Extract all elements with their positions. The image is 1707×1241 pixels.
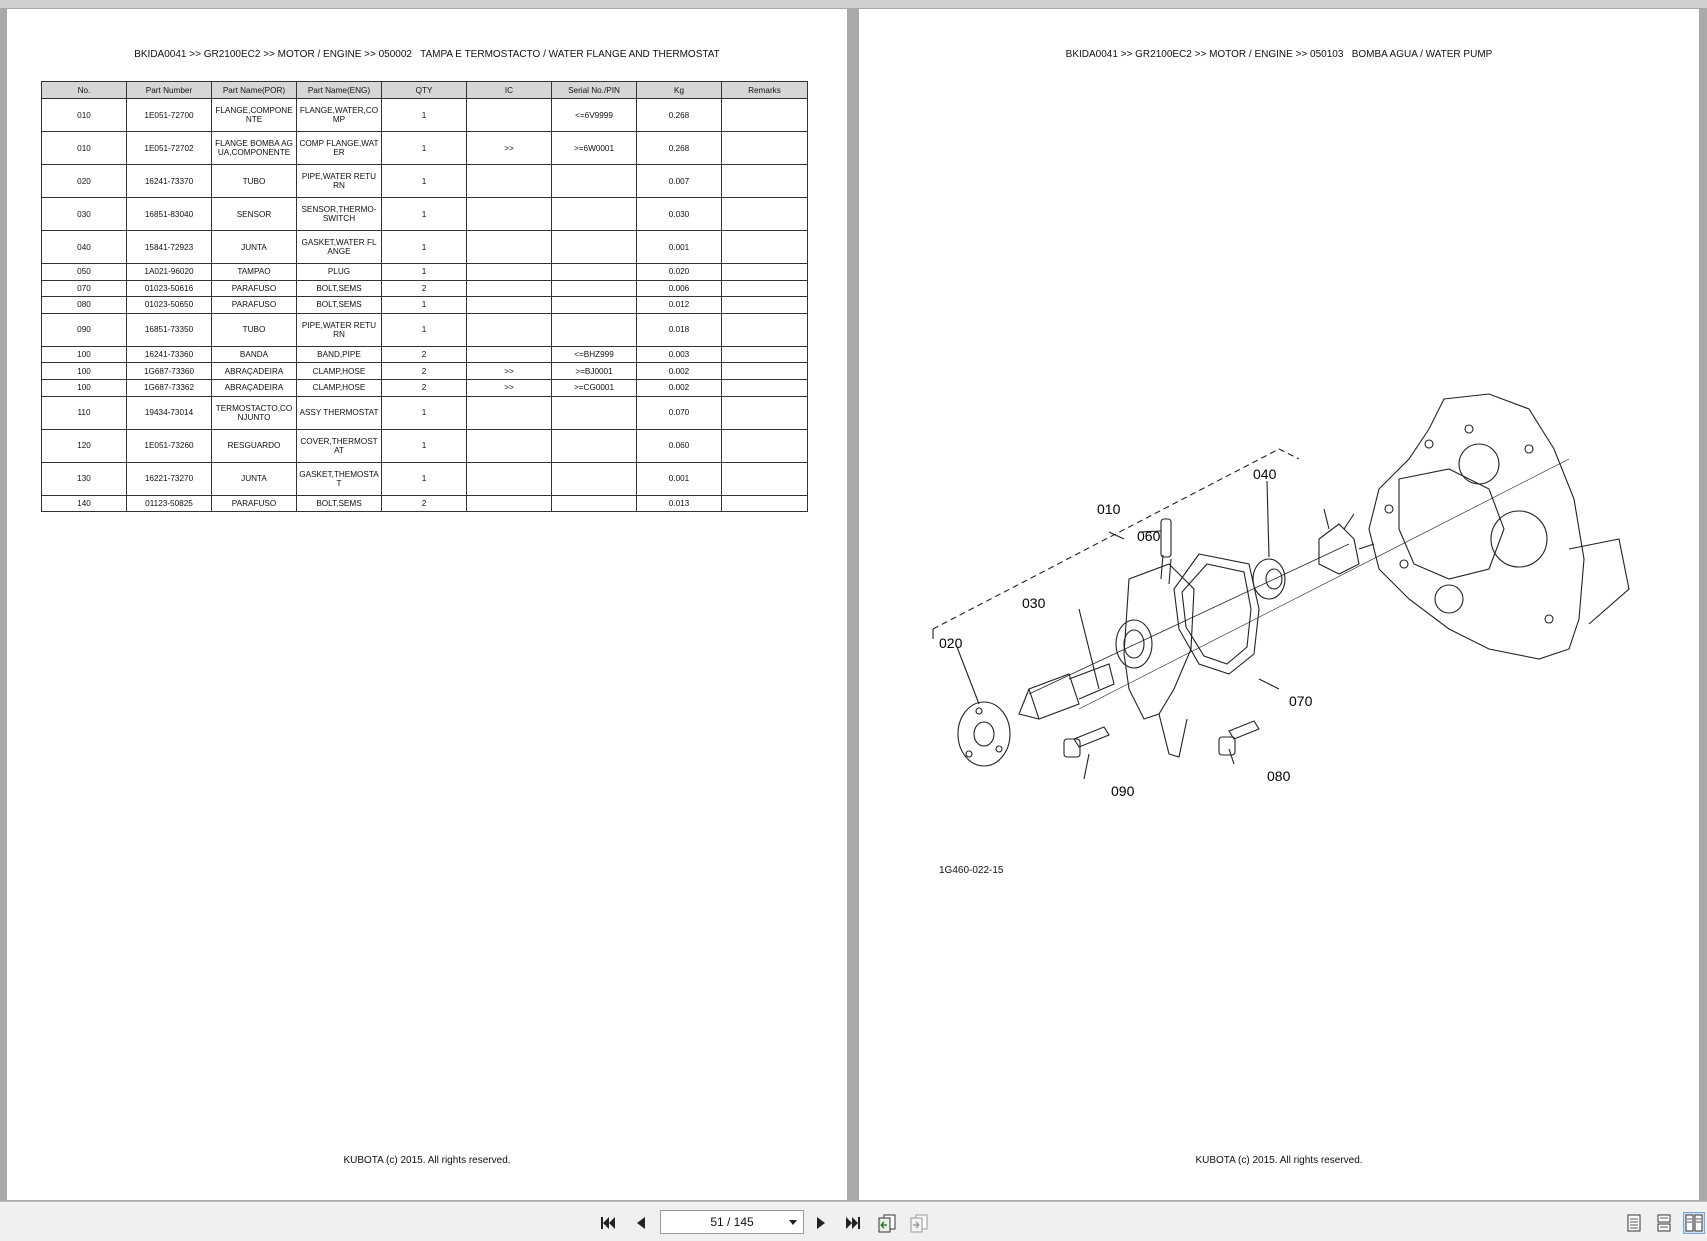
continuous-view-button[interactable] [1653, 1212, 1675, 1234]
page-footer: KUBOTA (c) 2015. All rights reserved. [343, 1155, 511, 1166]
cell-name-por: TUBO [212, 165, 297, 198]
last-page-button[interactable] [842, 1212, 864, 1234]
cell-remarks [722, 396, 808, 429]
cell-part-number: 1E051-73260 [127, 429, 212, 462]
cell-name-por: BANDA [212, 346, 297, 363]
column-header: Part Number [127, 82, 212, 99]
table-row [42, 313, 808, 346]
cell-name-por: SENSOR [212, 198, 297, 231]
cell-name-eng: PLUG [297, 264, 382, 281]
cell-name-por: FLANGE,COMPONENTE [212, 99, 297, 132]
cell-no: 050 [42, 264, 127, 281]
cell-qty: 1 [382, 198, 467, 231]
callout-020: 020 [939, 635, 963, 651]
cell-part-number: 16241-73370 [127, 165, 212, 198]
cell-no: 010 [42, 99, 127, 132]
cell-remarks [722, 297, 808, 314]
cell-qty: 1 [382, 165, 467, 198]
cell-name-eng: COVER,THERMOSTAT [297, 429, 382, 462]
cell-no: 140 [42, 495, 127, 512]
table-header-row [42, 82, 808, 99]
cell-serial: <=6V9999 [552, 99, 637, 132]
cell-part-number: 1E051-72702 [127, 132, 212, 165]
cell-serial [552, 297, 637, 314]
cell-name-por: ABRAÇADEIRA [212, 379, 297, 396]
column-header: QTY [382, 82, 467, 99]
column-header: No. [42, 82, 127, 99]
cell-serial: >=CG0001 [552, 379, 637, 396]
cell-no: 110 [42, 396, 127, 429]
cell-part-number: 1A021-96020 [127, 264, 212, 281]
callout-070: 070 [1289, 693, 1313, 709]
window-top-strip [0, 0, 1707, 8]
cell-no: 100 [42, 379, 127, 396]
cell-ic [467, 198, 552, 231]
cell-no: 130 [42, 462, 127, 495]
cell-ic [467, 99, 552, 132]
table-row [42, 264, 808, 281]
cell-name-por: JUNTA [212, 462, 297, 495]
table-row [42, 231, 808, 264]
table-row [42, 280, 808, 297]
cell-qty: 2 [382, 280, 467, 297]
cell-kg: 0.268 [637, 99, 722, 132]
cell-serial [552, 429, 637, 462]
forward-view-button[interactable] [908, 1212, 930, 1234]
prev-page-icon [632, 1214, 650, 1232]
cell-name-por: JUNTA [212, 231, 297, 264]
cell-ic: >> [467, 132, 552, 165]
cell-name-por: TERMOSTACTO,CONJUNTO [212, 396, 297, 429]
cell-ic [467, 346, 552, 363]
cell-part-number: 01123-50825 [127, 495, 212, 512]
cell-ic: >> [467, 379, 552, 396]
cell-serial: >=6W0001 [552, 132, 637, 165]
cell-name-por: PARAFUSO [212, 495, 297, 512]
cell-ic [467, 429, 552, 462]
cell-part-number: 16221-73270 [127, 462, 212, 495]
callout-090: 090 [1111, 783, 1135, 799]
first-page-icon [599, 1214, 617, 1232]
water-pump-exploded-diagram [929, 389, 1649, 889]
cell-kg: 0.001 [637, 462, 722, 495]
cell-kg: 0.002 [637, 379, 722, 396]
column-header: Part Name(ENG) [297, 82, 382, 99]
cell-ic [467, 297, 552, 314]
cell-part-number: 1G687-73362 [127, 379, 212, 396]
cell-name-eng: PIPE,WATER RETURN [297, 313, 382, 346]
last-page-icon [844, 1214, 862, 1232]
cell-part-number: 19434-73014 [127, 396, 212, 429]
cell-remarks [722, 346, 808, 363]
back-view-button[interactable] [876, 1212, 898, 1234]
cell-kg: 0.001 [637, 231, 722, 264]
callout-040: 040 [1253, 466, 1277, 482]
column-header: Remarks [722, 82, 808, 99]
cell-remarks [722, 495, 808, 512]
cell-kg: 0.018 [637, 313, 722, 346]
cell-serial [552, 313, 637, 346]
callout-080: 080 [1267, 768, 1291, 784]
cell-no: 020 [42, 165, 127, 198]
cell-kg: 0.006 [637, 280, 722, 297]
cell-qty: 1 [382, 132, 467, 165]
cell-name-por: RESGUARDO [212, 429, 297, 462]
chevron-down-icon[interactable] [789, 1220, 797, 1225]
cell-part-number: 01023-50616 [127, 280, 212, 297]
cell-name-eng: CLAMP,HOSE [297, 379, 382, 396]
table-row [42, 462, 808, 495]
callout-060: 060 [1137, 528, 1161, 544]
cell-serial [552, 264, 637, 281]
cell-qty: 2 [382, 346, 467, 363]
cell-no: 100 [42, 363, 127, 380]
parts-table [41, 81, 808, 512]
cell-remarks [722, 462, 808, 495]
cell-serial [552, 231, 637, 264]
cell-name-por: PARAFUSO [212, 297, 297, 314]
cell-serial [552, 396, 637, 429]
cell-ic [467, 313, 552, 346]
cell-remarks [722, 379, 808, 396]
page-header: BKIDA0041 >> GR2100EC2 >> MOTOR / ENGINE >> 050103 BOMBA AGUA / WATER PUMP [1065, 49, 1493, 60]
next-page-icon [812, 1214, 830, 1232]
cell-serial [552, 165, 637, 198]
cell-name-eng: ASSY THERMOSTAT [297, 396, 382, 429]
cell-ic [467, 280, 552, 297]
cell-remarks [722, 280, 808, 297]
cell-qty: 1 [382, 297, 467, 314]
cell-qty: 2 [382, 363, 467, 380]
column-header: IC [467, 82, 552, 99]
single-page-view-button[interactable] [1623, 1212, 1645, 1234]
cell-remarks [722, 165, 808, 198]
page-header: BKIDA0041 >> GR2100EC2 >> MOTOR / ENGINE >> 050002 TAMPA E TERMOSTACTO / WATER FLANGE AND THERMOSTAT [134, 49, 720, 60]
cell-name-eng: FLANGE,WATER,COMP [297, 99, 382, 132]
cell-name-por: PARAFUSO [212, 280, 297, 297]
cell-part-number: 1E051-72700 [127, 99, 212, 132]
document-page-left [7, 9, 847, 1200]
table-row [42, 346, 808, 363]
cell-kg: 0.002 [637, 363, 722, 380]
cell-part-number: 1G687-73360 [127, 363, 212, 380]
cell-qty: 1 [382, 429, 467, 462]
table-row [42, 132, 808, 165]
cell-ic [467, 231, 552, 264]
cell-qty: 2 [382, 495, 467, 512]
prev-page-button[interactable] [630, 1212, 652, 1234]
cell-no: 070 [42, 280, 127, 297]
table-row [42, 396, 808, 429]
cell-part-number: 16851-83040 [127, 198, 212, 231]
cell-no: 100 [42, 346, 127, 363]
cell-part-number: 16851-73350 [127, 313, 212, 346]
cell-kg: 0.030 [637, 198, 722, 231]
cell-kg: 0.268 [637, 132, 722, 165]
cell-remarks [722, 231, 808, 264]
cell-serial [552, 462, 637, 495]
cell-name-eng: BOLT,SEMS [297, 280, 382, 297]
cell-no: 080 [42, 297, 127, 314]
cell-no: 040 [42, 231, 127, 264]
table-row [42, 198, 808, 231]
table-row [42, 429, 808, 462]
table-row [42, 99, 808, 132]
cell-remarks [722, 99, 808, 132]
diagram-code: 1G460-022-15 [939, 865, 1004, 876]
cell-serial: >=BJ0001 [552, 363, 637, 380]
next-page-button[interactable] [810, 1212, 832, 1234]
cell-no: 010 [42, 132, 127, 165]
cell-ic [467, 165, 552, 198]
cell-no: 030 [42, 198, 127, 231]
two-page-view-button[interactable] [1683, 1212, 1705, 1234]
cell-remarks [722, 363, 808, 380]
column-header: Serial No./PIN [552, 82, 637, 99]
cell-remarks [722, 264, 808, 281]
page-indicator: 51 / 145 [710, 1215, 754, 1229]
cell-name-por: TUBO [212, 313, 297, 346]
callout-010: 010 [1097, 501, 1121, 517]
table-row [42, 379, 808, 396]
first-page-button[interactable] [597, 1212, 619, 1234]
cell-kg: 0.007 [637, 165, 722, 198]
cell-serial [552, 198, 637, 231]
document-page-right [859, 9, 1699, 1200]
table-row [42, 495, 808, 512]
cell-part-number: 01023-50650 [127, 297, 212, 314]
table-row [42, 297, 808, 314]
continuous-page-icon [1656, 1214, 1672, 1232]
cell-kg: 0.070 [637, 396, 722, 429]
cell-name-eng: GASKET,THEMOSTAT [297, 462, 382, 495]
table-row [42, 165, 808, 198]
cell-no: 090 [42, 313, 127, 346]
table-row [42, 363, 808, 380]
cell-part-number: 15841-72923 [127, 231, 212, 264]
cell-name-por: FLANGE BOMBA AGUA,COMPONENTE [212, 132, 297, 165]
cell-part-number: 16241-73360 [127, 346, 212, 363]
cell-qty: 1 [382, 313, 467, 346]
cell-qty: 2 [382, 379, 467, 396]
cell-ic: >> [467, 363, 552, 380]
cell-name-eng: PIPE,WATER RETURN [297, 165, 382, 198]
cell-ic [467, 495, 552, 512]
cell-kg: 0.012 [637, 297, 722, 314]
single-page-icon [1626, 1214, 1642, 1232]
forward-view-icon [909, 1213, 929, 1233]
cell-ic [467, 462, 552, 495]
cell-qty: 1 [382, 462, 467, 495]
page-footer: KUBOTA (c) 2015. All rights reserved. [1195, 1155, 1363, 1166]
cell-serial [552, 495, 637, 512]
cell-ic [467, 396, 552, 429]
two-page-icon [1685, 1214, 1703, 1232]
viewer-toolbar [0, 1201, 1707, 1241]
cell-kg: 0.020 [637, 264, 722, 281]
cell-name-eng: CLAMP,HOSE [297, 363, 382, 380]
back-view-icon [877, 1213, 897, 1233]
cell-kg: 0.003 [637, 346, 722, 363]
cell-name-por: ABRAÇADEIRA [212, 363, 297, 380]
column-header: Kg [637, 82, 722, 99]
cell-qty: 1 [382, 99, 467, 132]
cell-no: 120 [42, 429, 127, 462]
cell-name-eng: COMP FLANGE,WATER [297, 132, 382, 165]
cell-name-por: TAMPAO [212, 264, 297, 281]
cell-remarks [722, 198, 808, 231]
cell-name-eng: BAND,PIPE [297, 346, 382, 363]
cell-kg: 0.060 [637, 429, 722, 462]
cell-qty: 1 [382, 396, 467, 429]
cell-name-eng: SENSOR,THERMO-SWITCH [297, 198, 382, 231]
column-header: Part Name(POR) [212, 82, 297, 99]
cell-serial [552, 280, 637, 297]
cell-remarks [722, 132, 808, 165]
cell-kg: 0.013 [637, 495, 722, 512]
cell-name-eng: BOLT,SEMS [297, 297, 382, 314]
cell-remarks [722, 313, 808, 346]
cell-remarks [722, 429, 808, 462]
page-number-field[interactable] [660, 1210, 804, 1234]
cell-name-eng: GASKET,WATER FLANGE [297, 231, 382, 264]
cell-name-eng: BOLT,SEMS [297, 495, 382, 512]
cell-serial: <=BHZ999 [552, 346, 637, 363]
cell-ic [467, 264, 552, 281]
callout-030: 030 [1022, 595, 1046, 611]
cell-qty: 1 [382, 231, 467, 264]
cell-qty: 1 [382, 264, 467, 281]
